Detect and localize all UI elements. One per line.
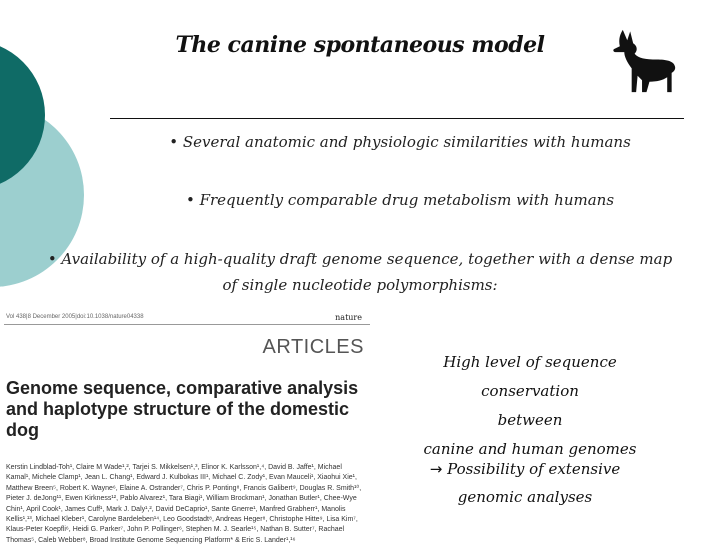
note2-line-2: genomic analyses [457,488,593,506]
sequence-conservation-note [395,348,665,464]
note-line-1: High level of sequence conservation [443,353,617,400]
note2-line-1 [395,455,655,483]
bullet-genome-availability: • Availability of a high-quality draft genome sequence, together with a dense map of single nucleotide polymorphisms: [47,250,673,294]
arrow-right-icon: → [429,460,443,478]
note-line-2: between [497,411,563,429]
bullet-drug-metabolism: • Frequently comparable drug metabolism with humans [185,191,615,209]
article-section: ARTICLES [262,336,364,358]
note-line-3: canine and human genomes [423,440,637,458]
article-excerpt-image [0,310,372,544]
note2-line-1-text: Possibility of extensive [447,460,621,478]
title-divider [110,118,684,119]
genomic-analyses-note [395,455,655,511]
article-authors: Kerstin Lindblad-Toh¹, Claire M Wade¹,², Tarjei S. Mikkelsen¹,³, Elinor K. Karlsson¹,⁴, David B. Jaffe¹, Michael Kamal¹, Michele Clamp¹, Jean L. Chang¹, Edward J. Kulbokas III¹, Michael C. Zody¹, Evan Mauceli¹, Xiaohui Xie¹, Matthew Breen⁵, Robert K. Wayne⁶, Elaine A. Ostrander⁷, Chris P. Ponting⁸, Francis Galibert⁹, Douglas R. Smith¹⁰, Pieter J. deJong¹¹, Ewen Kirkness¹², Pablo Alvarez¹, Tara Biagi¹, William Brockman¹, Jonathan Butler¹, Chee-Wye Chin¹, April Cook¹, James Cuff¹, Mark J. Daly¹,², David DeCaprio¹, Sante Gnerre¹, Manfred Grabherr¹, Manolis Kellis¹,¹³, Michael Kleber¹, Carolyne Bardeleben¹⁴, Leo Goodstadt⁸, Andreas Heger⁸, Christophe Hitte⁹, Lisa Kim⁷, Klaus-Peter Koepfli⁶, Heidi G. Parker⁷, John P. Pollinger⁶, Stephen M. J. Searle¹⁵, Nathan B. Sutter⁷, Rachael Thomas⁵, Caleb Webber⁸, Broad Institute Genome Sequencing Platform* & Eric S. Lander¹,¹⁶ [6,464,362,544]
journal-name: nature [335,313,362,322]
article-title: Genome sequence, comparative analysis and haplotype structure of the domestic dog [6,378,359,440]
slide-title: The canine spontaneous model [175,32,545,58]
bullet-anatomic-similarities: • Several anatomic and physiologic similarities with humans [169,133,631,151]
article-header-bar [4,312,370,325]
dog-silhouette-icon [608,24,682,98]
article-meta: Vol 438|8 December 2005|doi:10.1038/nature04338 [6,314,144,320]
